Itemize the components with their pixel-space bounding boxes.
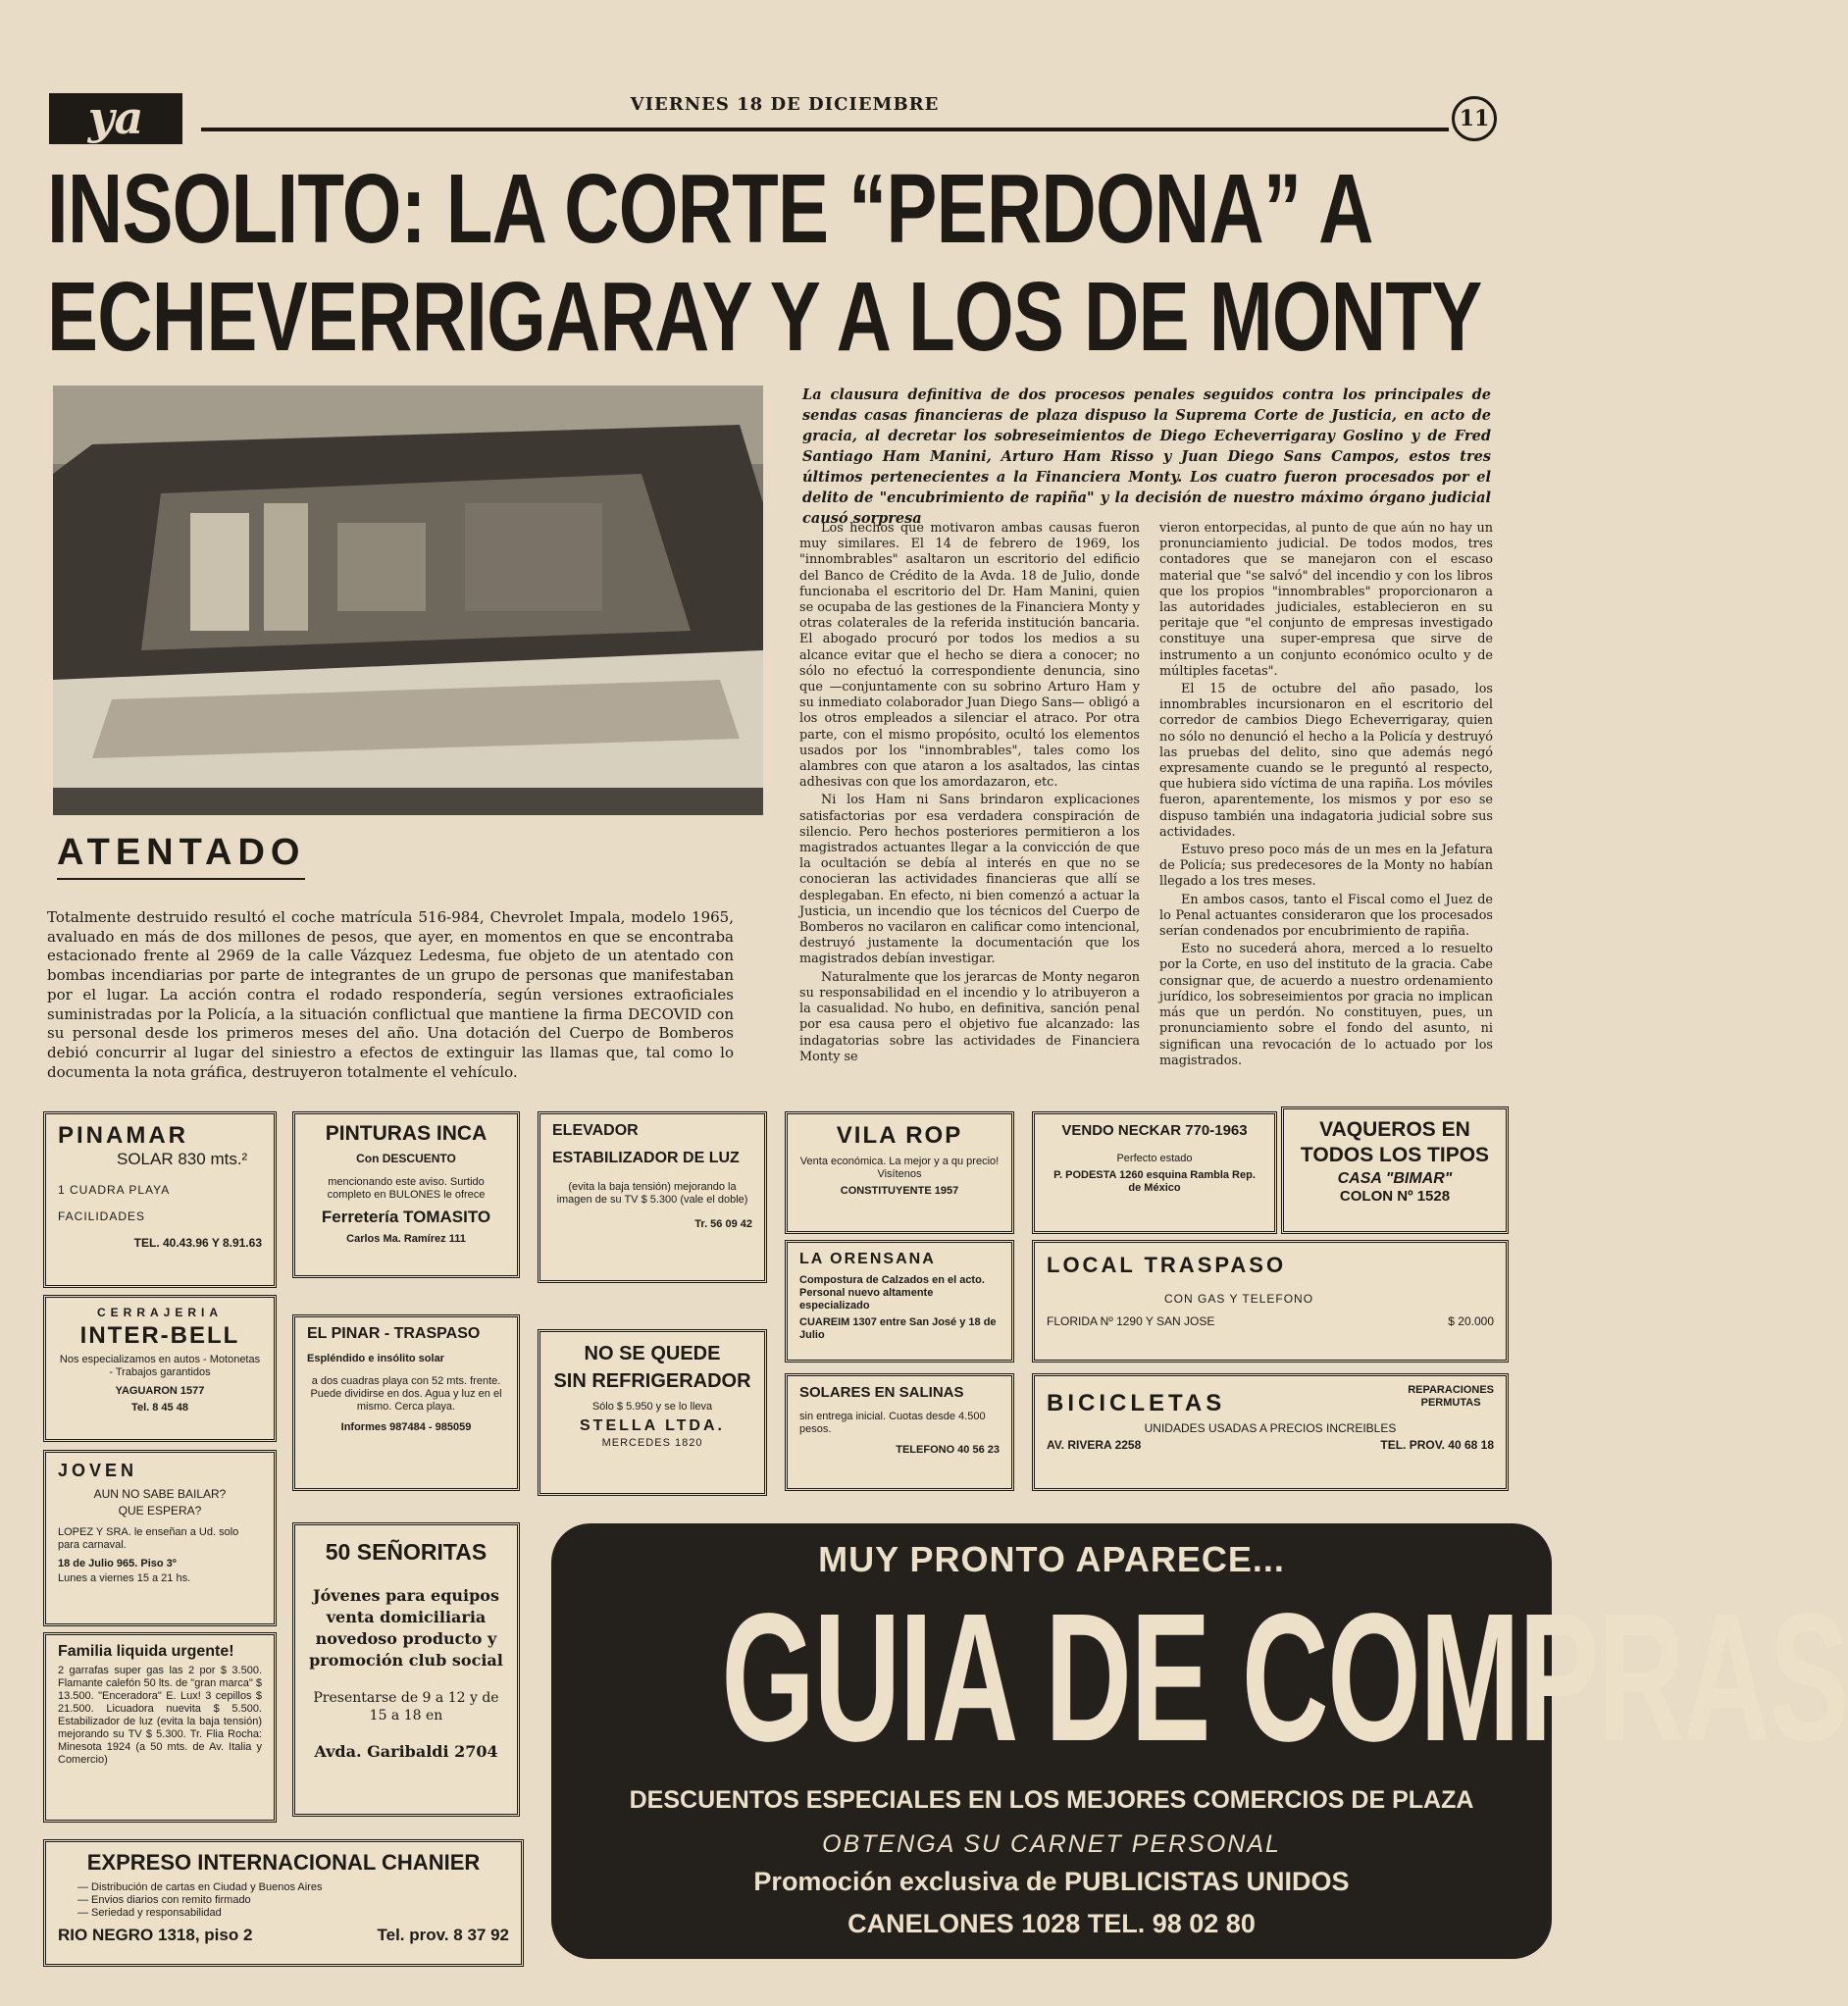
ad-line: AUN NO SABE BAILAR? [93, 1487, 227, 1501]
ad-line: 1 CUADRA PLAYA [58, 1183, 171, 1197]
ad-title: CERRAJERIA [96, 1306, 223, 1319]
ad-vila-rop [785, 1111, 1014, 1234]
column-1-paragraph: Ni los Ham ni Sans brindaron explicaciones satisfactorias por esa verdadera conspiración de silencio. Pero hechos posteriores permitieron a los magistrados actuantes llegar a la convicción de que la ocultación se debía al interés en que no se conocieran las actividades financieras que allí se desplegaban. En efecto, ni bien comenzó a actuar la Justicia, un incendio que los técnicos del Cuerpo de Bomberos no vacilaron en calificar como intencional, destruyó justamente la documentación que los magistrados debían investigar. [799, 793, 1140, 967]
ad-local-traspaso [1032, 1240, 1509, 1363]
ad-expreso [43, 1839, 524, 1967]
ad-line: Presentarse de 9 a 12 y de 15 a 18 en [313, 1690, 499, 1723]
ad-title-2: ESTABILIZADOR DE LUZ [552, 1150, 740, 1166]
article-lead: La clausura definitiva de dos procesos penales seguidos contra los principales de sendas casas financieras de plaza dispuso la Suprema Corte de Justicia, en acto de gracia, al decretar los sobreseimientos de Diego Echeverrigaray Goslino y de Fred Santiago Ham Manini, Arturo Ham Risso y Juan Diego Sans Campos, estos tres últimos pertenecientes a la Financiera Monty. Los cuatro fueron procesados por el delito de "encubrimiento de rapiña" y la decisión de nuestro máximo órgano judicial causó sorpresa [802, 386, 1491, 527]
ad-salinas [785, 1373, 1014, 1491]
ad-pinamar [43, 1111, 277, 1288]
ad-pinturas [292, 1111, 520, 1278]
ad-elevador [538, 1111, 767, 1283]
ad-line: 18 de Julio 965. Piso 3º [58, 1558, 177, 1569]
ad-title: EXPRESO INTERNACIONAL CHANIER [86, 1850, 481, 1875]
ad-el-pinar [292, 1314, 520, 1491]
photo-image [53, 386, 763, 815]
ad-line: Perfecto estado [1116, 1153, 1193, 1164]
ad-line: P. PODESTA 1260 esquina Rambla Rep. de México [1053, 1169, 1256, 1194]
ad-line: MERCEDES 1820 [601, 1437, 703, 1449]
ad-line: 2 garrafas super gas las 2 por $ 3.500. Flamante calefón 50 lts. de "gran marca" $ 13.500. "Enceradora" E. Lux! 3 cepillos $ 21.500. Licuadora nuevita $ 5.500. Estabilizador de luz (evita la baja tensión) mejorando su TV $ 5.300. Tr. Flia Rocha: Minesota 1924 (a 50 mts. de Av. Italia y Comercio) [58, 1665, 262, 1766]
ad-phone: TEL. 40.43.96 Y 8.91.63 [133, 1236, 262, 1250]
column-2-paragraph: El 15 de octubre del año pasado, los innombrables incursionaron en el escritorio del corredor de cambios Diego Echeverrigaray, quien no sólo no denunció el hecho a la Policía y destruyó las pruebas del delito, sino que además negó expresamente cuando se le preguntó al respecto, que hubiera sido víctima de una rapiña. Los móviles fueron, aparentemente, los mismos y por eso se dispuso también una indagatoria judicial sobre sus actividades. [1159, 682, 1493, 840]
ad-service: PERMUTAS [1420, 1397, 1481, 1409]
ad-title: JOVEN [58, 1461, 138, 1480]
ad-title: SOLARES EN SALINAS [799, 1384, 964, 1401]
guia-carnet: OBTENGA SU CARNET PERSONAL [822, 1830, 1281, 1858]
ad-address: Avda. Garibaldi 2704 [314, 1742, 498, 1761]
ad-phone: Informes 987484 - 985059 [340, 1421, 472, 1433]
ad-title: VILA ROP [836, 1122, 963, 1149]
ad-title-2: SIN REFRIGERADOR [553, 1370, 751, 1392]
ad-line: CONSTITUYENTE 1957 [840, 1185, 959, 1197]
ad-price: $ 20.000 [1448, 1314, 1494, 1328]
guia-promotion: Promoción exclusiva de PUBLICISTAS UNIDOS [753, 1867, 1350, 1896]
ad-subtitle: SOLAR 830 mts.² [117, 1150, 248, 1168]
ad-services [1408, 1384, 1494, 1410]
ad-line: Venta económica. La mejor y a qu precio! Visítenos [799, 1156, 1000, 1180]
ad-joven [43, 1450, 277, 1626]
ad-senoritas [292, 1522, 520, 1817]
ad-title-2: TODOS LOS TIPOS [1300, 1144, 1490, 1166]
column-2-paragraph: Esto no sucederá ahora, merced a lo resuelto por la Corte, en uso del instituto de la gracia. Cabe consignar que, de acuerdo a nuestro ordenamiento jurídico, los sobreseimientos por gracia no implican más que un perdón. No constituyen, pues, un pronunciamiento sobre el fondo del asunto, ni significan una revocación de lo actuado por los magistrados. [1159, 942, 1493, 1068]
ad-title: Familia liquida urgente! [58, 1643, 234, 1660]
ad-title: ELEVADOR [552, 1122, 639, 1139]
ad-bicicletas [1032, 1373, 1509, 1491]
ad-title: LOCAL TRASPASO [1047, 1253, 1287, 1277]
guia-address: CANELONES 1028 TEL. 98 02 80 [847, 1909, 1256, 1938]
headline-line-1: INSOLITO: LA CORTE “PERDONA” A [47, 154, 1373, 264]
ad-line: Compostura de Calzados en el acto. Personal nuevo altamente especializado [799, 1274, 985, 1312]
ad-line: a dos cuadras playa con 52 mts. frente. Puede dividirse en dos. Agua y luz en el mismo. Cerca playa. [310, 1375, 502, 1413]
ad-line: LOPEZ Y SRA. le enseñan a Ud. solo para carnaval. [58, 1526, 239, 1551]
ad-vaqueros [1281, 1106, 1509, 1234]
ad-title: NO SE QUEDE [584, 1343, 721, 1364]
ad-line: CUAREIM 1307 entre San José y 18 de Julio [799, 1316, 997, 1341]
ad-title: PINAMAR [58, 1122, 188, 1149]
ad-address: RIO NEGRO 1318, piso 2 [58, 1926, 253, 1944]
ad-line: Espléndido e insólito solar [307, 1353, 444, 1364]
issue-date: VIERNES 18 DE DICIEMBRE [490, 94, 1079, 115]
ad-line: FACILIDADES [58, 1209, 146, 1223]
ad-neckar [1032, 1111, 1277, 1234]
burned-car-photo [53, 386, 763, 815]
column-2-paragraph: Estuvo preso poco más de un mes en la Jefatura de Policía; sus predecesores de la Monty no habían llegado a los tres meses. [1159, 843, 1493, 890]
ad-line: Jóvenes para equipos venta domiciliaria novedoso producto y promoción club social [309, 1586, 503, 1670]
ad-address: FLORIDA Nº 1290 Y SAN JOSE [1047, 1314, 1215, 1328]
ad-line: — Seriedad y responsabilidad [77, 1907, 222, 1919]
guia-de-compras-ad [551, 1523, 1848, 1959]
ad-phone: Tel. 8 45 48 [131, 1402, 188, 1414]
ad-title: LA ORENSANA [799, 1251, 936, 1267]
ad-phone: Tr. 56 09 42 [694, 1218, 752, 1230]
atentado-text: Totalmente destruido resultó el coche matrícula 516-984, Chevrolet Impala, modelo 1965, avaluado en más de dos millones de pesos, que ayer, en momentos en que se encontraba estacionado frente al 2969 de la calle Vázquez Ledesma, fue objeto de un atentado con bombas incendiarias por parte de integrantes de un grupo de personas que manifestaban por el lugar. La acción contra el rodado respondería, según versiones extraoficiales suministradas por la Policía, a la situación conflictual que mantiene la firma DECOVID con su personal desde los primeros meses del año. Una dotación del Cuerpo de Bomberos debió concurrir al lugar del siniestro a efectos de extinguir las llamas que, tal como lo documenta la nota gráfica, destruyeron totalmente el vehículo. [47, 908, 734, 1081]
ad-phone: Tel. prov. 8 37 92 [377, 1926, 509, 1944]
column-2-paragraph: vieron entorpecidas, al punto de que aún no hay un pronunciamiento judicial. De todos modos, tres contadores que se manejaron con el escaso material que "se salvó" del incendio y con los libros que los propios "innombrables" proporcionaron a las autoridades judiciales, establecieron en su peritaje que "el conjunto de empresas investigado constituye una super-empresa que sirve de instrumento a un conjunto económico oculto y de múltiples facetas". [1159, 521, 1493, 679]
ad-line: mencionando este aviso. Surtido completo en BULONES le ofrece [327, 1176, 486, 1201]
ad-line: Carlos Ma. Ramírez 111 [346, 1233, 466, 1245]
ad-cerrajeria [43, 1295, 277, 1442]
header-rule [201, 128, 1449, 131]
ad-title: VAQUEROS EN [1319, 1118, 1470, 1141]
column-1-paragraph: Los hechos que motivaron ambas causas fueron muy similares. El 14 de febrero de 1969, los "innombrables" asaltaron un escritorio del edificio del Banco de Crédito de la Avda. 18 de Julio, donde funcionaba el escritorio del Dr. Ham Manini, quien se ocupaba de las gestiones de la Financiera Monty y otras colaterales de la referida institución bancaria. El abogado procuró por todos los medios a su alcance evitar que el hecho se diera a conocer; no sólo no efectuó la correspondiente denuncia, sino que —conjuntamente con su sobrino Arturo Ham y su inmediato colaborador Juan Diego Sans— obligó a los otros empleados a silenciar el atraco. Por otra parte, con el mismo propósito, ocultó los elementos usados por los "innombrables", tales como los alambres con que ataron a los asaltados, las cintas adhesivas con que los amordazaron, etc. [799, 521, 1141, 791]
newspaper-logo: ya [49, 93, 182, 144]
ad-line: QUE ESPERA? [118, 1504, 202, 1517]
ad-line: Lunes a viernes 15 a 21 hs. [58, 1572, 191, 1584]
ad-footer [1047, 1314, 1494, 1329]
ad-title: BICICLETAS [1047, 1390, 1226, 1416]
ad-phone: TELEFONO 40 56 23 [896, 1444, 1000, 1456]
page-number: 11 [1452, 96, 1497, 141]
ad-line: Nos especializamos en autos - Motonetas - Trabajos garantidos [59, 1354, 261, 1378]
headline-line-2: ECHEVERRIGARAY Y A LOS DE MONTY [47, 262, 1482, 372]
ad-line: sin entrega inicial. Cuotas desde 4.500 pesos. [799, 1411, 986, 1435]
ad-orensana [785, 1240, 1014, 1363]
ad-title: EL PINAR - TRASPASO [307, 1325, 481, 1342]
ad-footer [1047, 1438, 1494, 1453]
ad-line: YAGUARON 1577 [115, 1385, 205, 1397]
guia-announcement: MUY PRONTO APARECE... [818, 1539, 1285, 1579]
ad-title: VENDO NECKAR 770-1963 [1061, 1122, 1248, 1139]
article-column-1 [799, 521, 1140, 1067]
ad-service: REPARACIONES [1408, 1384, 1494, 1396]
ad-line: COLON Nº 1528 [1339, 1188, 1451, 1205]
ad-header [1047, 1384, 1494, 1417]
ad-title-2: INTER-BELL [79, 1322, 240, 1349]
ad-line: — Envios diarios con remito firmado [77, 1894, 251, 1906]
ad-familia [43, 1632, 277, 1823]
ad-line: Ferretería TOMASITO [321, 1208, 491, 1226]
ad-footer [58, 1926, 509, 1945]
ad-line: STELLA LTDA. [580, 1417, 725, 1434]
article-column-2 [1159, 521, 1493, 1071]
ad-line: CON GAS Y TELEFONO [1164, 1292, 1314, 1306]
ad-line: (evita la baja tensión) mejorando la imagen de su TV $ 5.300 (vale el doble) [556, 1181, 748, 1206]
ad-address: AV. RIVERA 2258 [1047, 1438, 1142, 1452]
ad-line: CASA "BIMAR" [1337, 1170, 1453, 1187]
atentado-heading: ATENTADO [57, 832, 305, 880]
ad-refrigerador [538, 1329, 767, 1496]
ad-line: Con DESCUENTO [356, 1152, 456, 1165]
ad-line: — Distribución de cartas en Ciudad y Buenos Aires [77, 1881, 323, 1893]
column-2-paragraph: En ambos casos, tanto el Fiscal como el Juez de lo Penal actuantes consideraron que los procesados serían condenados por encubrimiento de rapiña. [1159, 892, 1493, 940]
ad-line: Sólo $ 5.950 y se lo lleva [591, 1401, 713, 1413]
ad-phone: TEL. PROV. 40 68 18 [1380, 1438, 1494, 1452]
guia-discounts: DESCUENTOS ESPECIALES EN LOS MEJORES COMERCIOS DE PLAZA [629, 1786, 1474, 1814]
ad-line: UNIDADES USADAS A PRECIOS INCREIBLES [1144, 1421, 1397, 1435]
guia-title: GUIA DE COMPRAS [721, 1576, 1848, 1779]
ad-title: PINTURAS INCA [325, 1122, 488, 1145]
column-1-paragraph: Naturalmente que los jerarcas de Monty negaron su responsabilidad en el incendio y lo atribuyeron a la casualidad. No hubo, en definitiva, sanción penal por esa causa pero el objetivo fue alcanzado: las indagatorias sobre las actividades de Financiera Monty se [799, 969, 1140, 1064]
ad-title: 50 SEÑORITAS [325, 1539, 488, 1565]
